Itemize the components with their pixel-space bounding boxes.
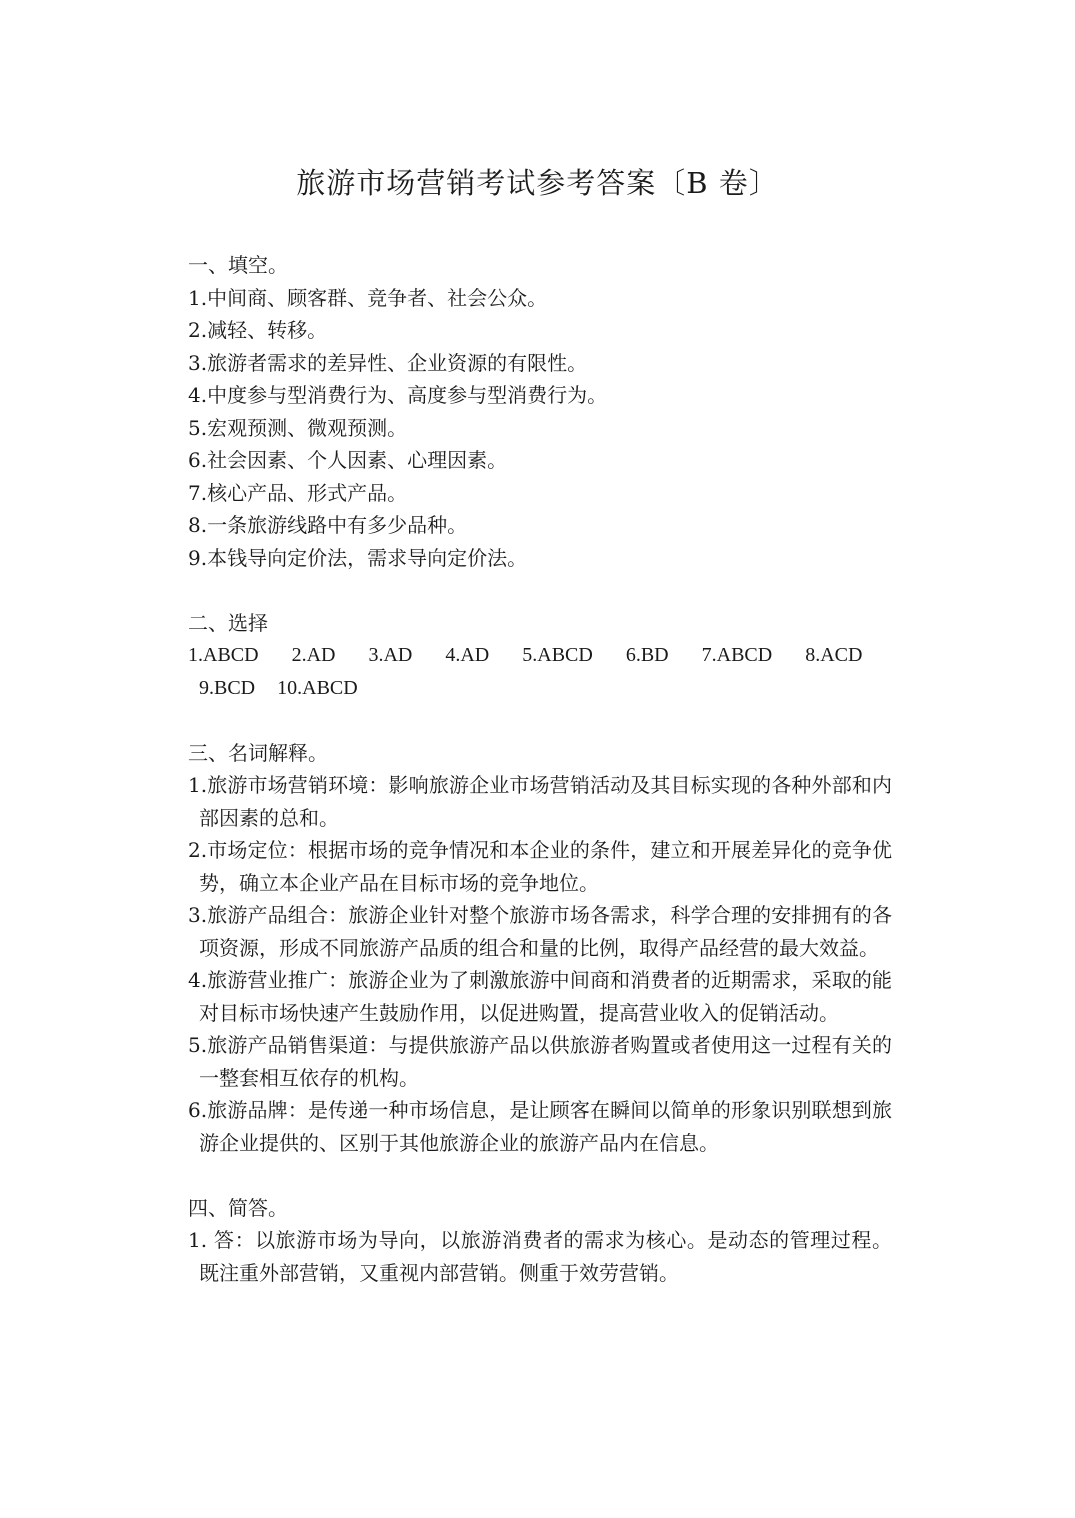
answer-item: 3.旅游者需求的差异性、企业资源的有限性。: [188, 350, 588, 375]
section-heading: 四、简答。: [188, 1195, 288, 1220]
definition-item: 4.旅游营业推广：旅游企业为了刺激旅游中间商和消费者的近期需求，采取的能对目标市场快速产生鼓励作用，以促进购置，提高营业收入的促销活动。: [188, 968, 892, 1025]
definition-item: 6.旅游品牌：是传递一种市场信息，是让顾客在瞬间以简单的形象识别联想到旅游企业提供的、区别于其他旅游企业的旅游产品内在信息。: [188, 1098, 892, 1155]
section-term-definitions: [188, 737, 892, 1160]
answer-item: 6.社会因素、个人因素、心理因素。: [188, 448, 508, 472]
choice-answer: 6.BD: [625, 644, 669, 666]
answer-item: 1.中间商、顾客群、竞争者、社会公众。: [188, 285, 548, 310]
answer-item: 9.本钱导向定价法，需求导向定价法。: [188, 545, 528, 570]
definition-item: 5.旅游产品销售渠道：与提供旅游产品以供旅游者购置或者使用这一过程有关的一整套相互依存的机构。: [188, 1033, 892, 1090]
section-short-answer: [188, 1192, 892, 1290]
answer-item: 5.宏观预测、微观预测。: [188, 415, 408, 440]
choice-answer: 4.AD: [445, 644, 490, 666]
choice-answer: 7.ABCD: [701, 644, 773, 666]
short-answer-item: 1. 答：以旅游市场为导向，以旅游消费者的需求为核心。是动态的管理过程。既注重外部营销，又重视内部营销。侧重于效劳营销。: [188, 1228, 892, 1285]
choice-answers-row: [188, 639, 892, 672]
choice-answer: 3.AD: [368, 644, 413, 666]
section-multiple-choice: [188, 607, 892, 705]
definition-item: 1.旅游市场营销环境：影响旅游企业市场营销活动及其目标实现的各种外部和内部因素的总和。: [188, 773, 892, 830]
choice-answers-row: [188, 672, 892, 705]
choice-answer: 1.ABCD: [188, 644, 259, 666]
answer-item: 7.核心产品、形式产品。: [188, 480, 408, 505]
choice-answer: 9.BCD: [199, 676, 256, 699]
document-body: [188, 249, 892, 1322]
section-fill-in-blank: [188, 249, 892, 574]
choice-answer: 8.ACD: [805, 644, 863, 666]
choice-answer: 2.AD: [291, 644, 336, 666]
answer-item: 2.减轻、转移。: [188, 318, 328, 342]
answer-item: 8.一条旅游线路中有多少品种。: [188, 513, 468, 537]
document-title: 旅游市场营销考试参考答案〔B 卷〕: [296, 166, 779, 200]
definition-item: 2.市场定位：根据市场的竞争情况和本企业的条件，建立和开展差异化的竞争优势，确立本企业产品在目标市场的竞争地位。: [188, 838, 892, 895]
definition-item: 3.旅游产品组合：旅游企业针对整个旅游市场各需求，科学合理的安排拥有的各项资源，形成不同旅游产品质的组合和量的比例，取得产品经营的最大效益。: [188, 903, 892, 960]
section-heading: 三、名词解释。: [188, 740, 328, 765]
answer-item: 4.中度参与型消费行为、高度参与型消费行为。: [188, 383, 608, 407]
section-heading: 二、选择: [188, 610, 268, 635]
choice-answer: 10.ABCD: [277, 676, 358, 699]
choice-answer: 5.ABCD: [522, 644, 593, 666]
section-heading: 一、填空。: [188, 253, 288, 277]
